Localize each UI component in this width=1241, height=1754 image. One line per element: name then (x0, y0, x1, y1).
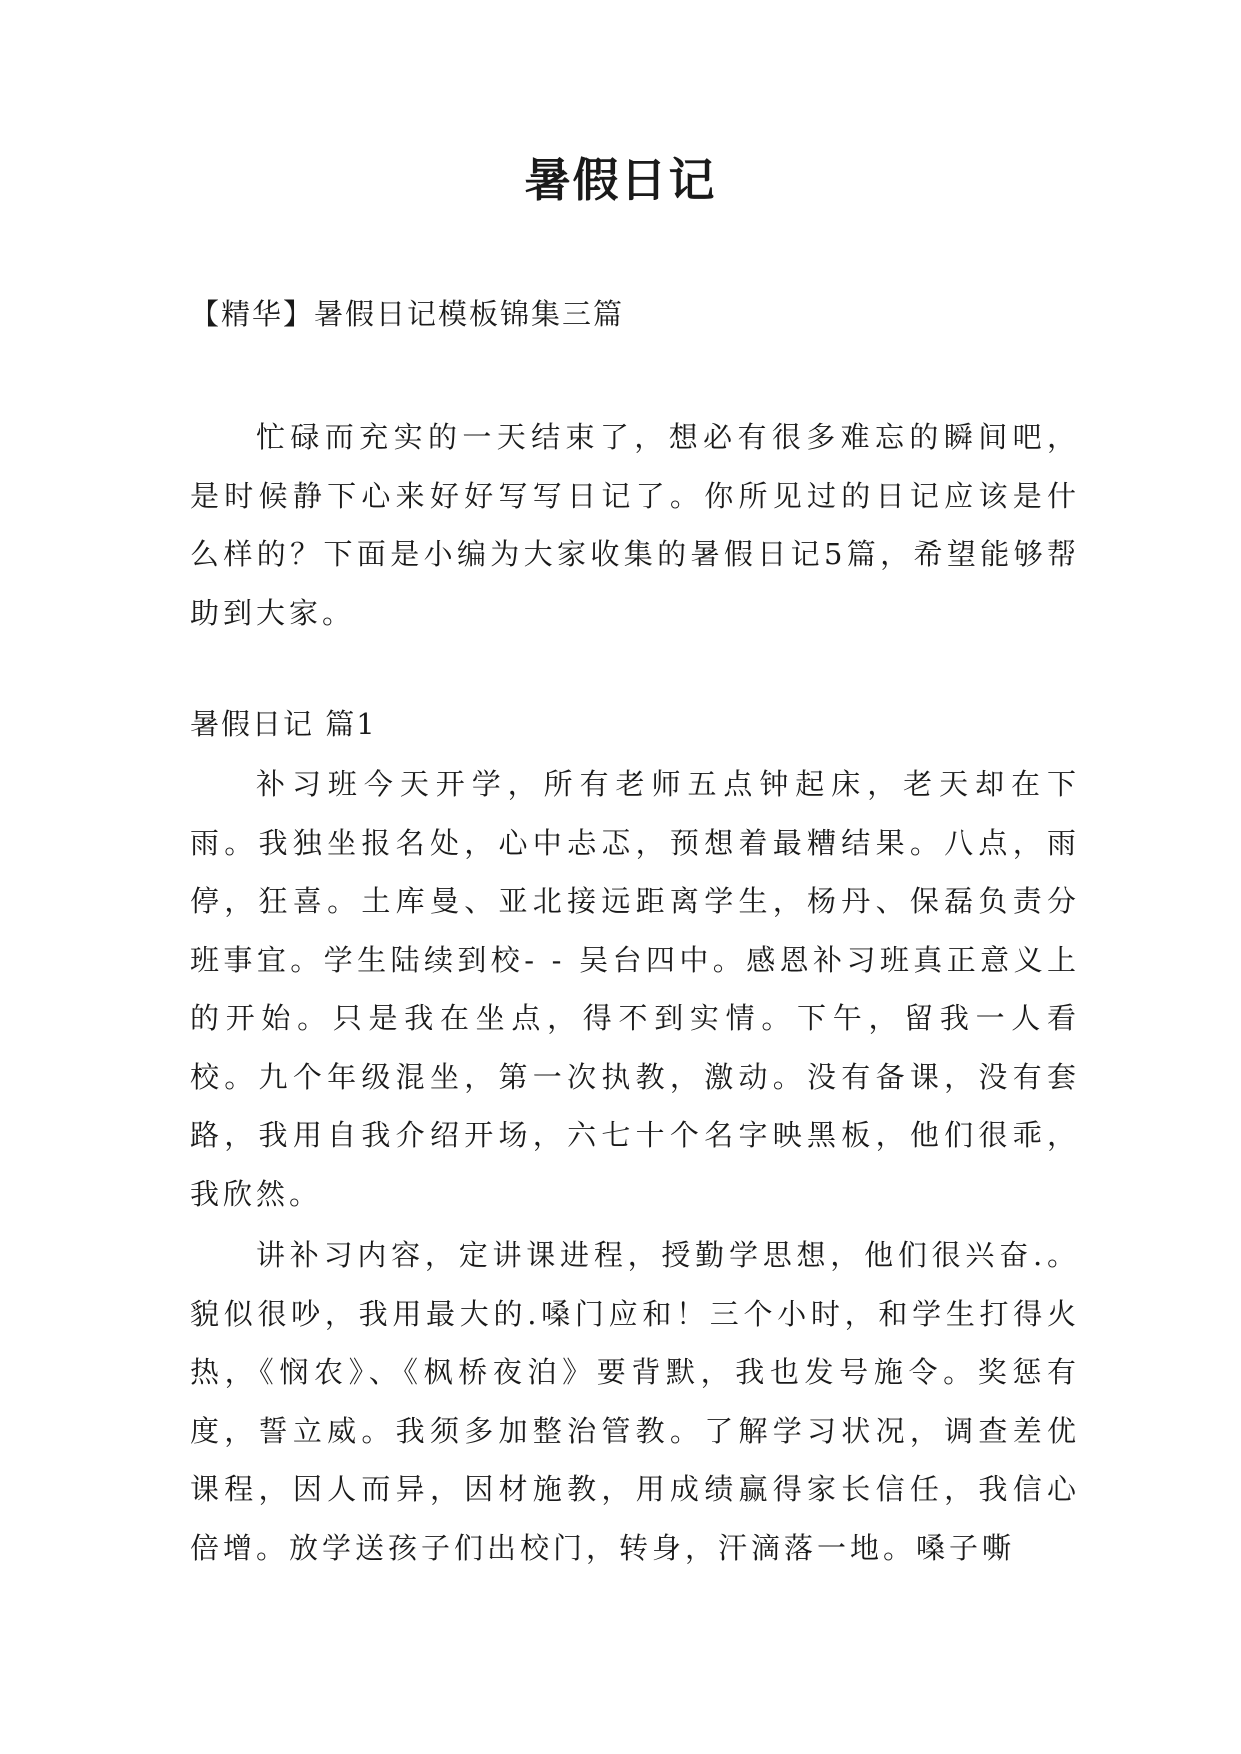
entry-heading: 暑假日记 篇1 (190, 707, 377, 741)
entry-body (190, 755, 1080, 1577)
entry-paragraph: 补习班今天开学，所有老师五点钟起床，老天却在下雨。我独坐报名处，心中忐忑，预想着最糟结果。八点，雨停，狂喜。土库曼、亚北接远距离学生，杨丹、保磊负责分班事宜。学生陆续到校- - 吴台四中。感恩补习班真正意义上的开始。只是我在坐点，得不到实情。下午，留我一人看校。九个年级混坐，第一次执教，激动。没有备课，没有套路，我用自我介绍开场，六七十个名字映黑板，他们很乖，我欣然。 (190, 767, 1080, 1211)
entry-paragraph: 讲补习内容，定讲课进程，授勤学思想，他们很兴奋.。貌似很吵，我用最大的.嗓门应和！三个小时，和学生打得火热，《悯农》、《枫桥夜泊》要背默，我也发号施令。奖惩有度，誓立威。我须多加整治管教。了解学习状况，调查差优课程，因人而异，因材施教，用成绩赢得家长信任，我信心倍增。放学送孩子们出校门，转身，汗滴落一地。嗓子嘶 (190, 1238, 1080, 1565)
page-title: 暑假日记 (524, 153, 717, 207)
document-subtitle: 【精华】暑假日记模板锦集三篇 (190, 297, 625, 331)
intro-paragraph: 忙碌而充实的一天结束了，想必有很多难忘的瞬间吧，是时候静下心来好好写写日记了。你所见过的日记应该是什么样的？下面是小编为大家收集的暑假日记5篇，希望能够帮助到大家。 (190, 420, 1080, 630)
intro-section (190, 408, 1080, 642)
